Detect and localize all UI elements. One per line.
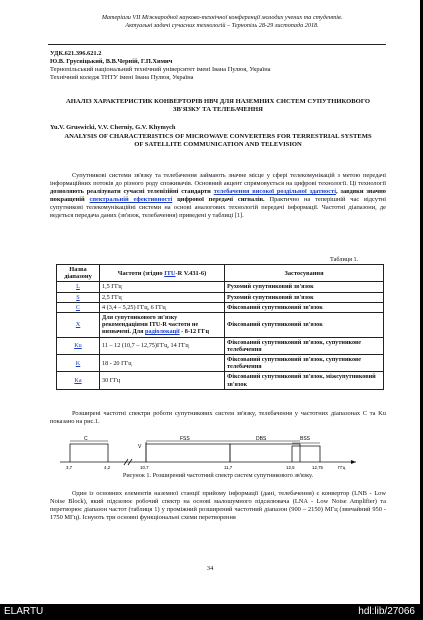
footer-left-label: ELARTU (4, 606, 44, 617)
freq-cell: Для супутникового зв'язку рекомендаціями ITU-R частоти не визначені. Для радіолокації - 8-12 ГГц (100, 313, 225, 338)
affiliation-2: Технічний коледж ТНТУ імені Івана Пулюя, Україна (50, 74, 194, 81)
use-cell: Фіксований супутниковий зв'язок (225, 302, 384, 312)
table-row (57, 372, 384, 389)
header-frequency: Частоти (згідно ITU-R V.431-6) (100, 265, 225, 282)
affiliation-1: Тернопільський національний технічний університет імені Івана Пулюя, Україна (50, 66, 271, 73)
header-line-2: Актуальні задачі сучасних технологій – Тернопіль 28-29 листопада 2018. (125, 22, 319, 29)
itu-link[interactable]: ITU (164, 269, 176, 277)
dbs-block (230, 444, 300, 462)
tick-label: 3,7 (66, 465, 73, 470)
band-link[interactable]: L (76, 283, 80, 291)
p1-b: дозволяють реалізувати сучасні телевізійні стандарти (50, 188, 214, 196)
tick-label: 11,7 (224, 465, 233, 470)
freq-cell: 1,5 ГГц (100, 282, 225, 292)
table-row (57, 355, 384, 372)
bss-block (292, 446, 320, 462)
article-meta (50, 50, 386, 82)
authors-en: Yu.V. Gruswicki, V.V. Cherniy, G.V. Khymych (50, 124, 176, 131)
figure-caption: Рисунок 1. Розширений частотний спектр систем супутникового зв'язку. (122, 472, 314, 479)
use-cell: Рухомий супутниковий зв'язок (225, 292, 384, 302)
table-row (57, 292, 384, 302)
p1-c: , завдяки значно покращеній (50, 188, 386, 204)
use-cell: Фіксований супутниковий зв'язок (225, 313, 384, 338)
freq-cell: 4 (3,4 – 5,25) ГГц, 6 ГГц (100, 302, 225, 312)
table-row (57, 337, 384, 354)
unit-label: ГГц (338, 465, 346, 470)
fss-block (146, 444, 230, 462)
tick-label: 4,2 (104, 465, 111, 470)
fss-label: FSS (180, 436, 190, 442)
band-link[interactable]: Ku (74, 342, 82, 350)
band-link[interactable]: C (75, 303, 81, 311)
title-en: ANALYSIS OF CHARACTERISTICS OF MICROWAVE CONVERTERS FOR TERRESTRIAL SYSTEMS OF SATELLITE COMMUNICATION AND TELEVISION (64, 133, 372, 148)
authors-ua: Ю.В. Грусвіцький, В.В.Черній, Г.П.Химич (50, 58, 173, 65)
bss-label: BSS (300, 436, 311, 442)
page-number: 34 (206, 565, 214, 572)
title-ua: АНАЛІЗ ХАРАКТЕРИСТИК КОНВЕРТОРІВ НВЧ ДЛЯ НАЗЕМНИХ СИСТЕМ СУПУТНИКОВОГО ЗВ'ЯЗКУ ТА ТЕЛЕБАЧЕННЯ (66, 98, 370, 113)
band-link[interactable]: K (75, 359, 81, 367)
band-link[interactable]: S (76, 293, 80, 301)
tick-label: 10,7 (140, 465, 149, 470)
freq-cell: 30 ГГц (100, 372, 225, 389)
band-link[interactable]: X (75, 321, 81, 329)
paragraph-spectra: Розширені частотні спектри роботи супутникових систем зв'язку, телебачення у частотних діапазонах С та Ku показано на рис.1. (50, 410, 386, 426)
header-band: Назва діапазону (57, 265, 100, 282)
radiolocation-link[interactable]: радіолокації (145, 328, 180, 336)
p1-a: Супутникові системи зв'язку та телебачення займають значне місце у сфері телекомунікацій з метою передачі інформаційних потоків до різного роду споживачів. Основний акцент спрямовується на цифрові технології. Ці технології (50, 172, 386, 188)
use-cell: Фіксований супутниковий зв'язок, міжсупутниковий зв'язок (225, 372, 384, 389)
table-row (57, 302, 384, 312)
v-label: V (138, 444, 142, 450)
c-band-block (70, 444, 108, 462)
paragraph-intro (50, 172, 386, 221)
frequency-bands-table (56, 264, 384, 390)
p1-d: цифрової передачі сигналів. (172, 196, 265, 204)
hdtv-link[interactable]: телебачення високої роздільної здатності (213, 188, 336, 196)
use-cell: Фіксований супутниковий зв'язок, супутникове телебачення (225, 337, 384, 354)
axis-arrow (351, 460, 356, 464)
band-link[interactable]: Ka (74, 377, 82, 385)
freq-cell: 2,5 ГГц (100, 292, 225, 302)
frequency-spectrum-diagram (60, 436, 360, 470)
header-rule (48, 44, 386, 45)
header-application: Застосування (225, 265, 384, 282)
p1-e: Практично на теперішній час відсутні супутникові телекомунікаційні системи на основі аналогових технологій передачі інформації. Частотні діапазони, де ведеться передача даних (зв'язок, телебачення) приведені у таблиці [1]. (50, 196, 386, 220)
conference-header (52, 14, 392, 30)
tick-label: 12,5 (286, 465, 295, 470)
table-row (57, 313, 384, 338)
c-band-label: C (84, 436, 88, 442)
table-row (57, 282, 384, 292)
table-caption: Таблиця 1. (330, 256, 359, 263)
tick-label: 12,75 (312, 465, 323, 470)
udc-code: УДК.621.396.621.2 (50, 50, 102, 57)
dbs-label: DBS (256, 436, 267, 442)
paragraph-lnb: Один із основних елементів наземної станції прийому інформації (дані, телебачення) є конвертор (LNB - Low Noise Block), який підсилює робочий спектр на основі малошумного підсилювача (LNA - Low Noise Amplifier) та перетворює діапазон частот (таблиця 1) у проміжний розширений частотний діапазон (900 – 2150) МГц (звичайний 950 - 1750 МГц). Існують три основні функціональні схеми перетворення (50, 490, 386, 522)
use-cell: Фіксований супутниковий зв'язок, супутникове телебачення (225, 355, 384, 372)
footer-handle-label: hdl:lib/27066 (358, 606, 415, 617)
spectral-efficiency-link[interactable]: спектральній ефективності (89, 196, 173, 204)
use-cell: Рухомий супутниковий зв'язок (225, 282, 384, 292)
table-header-row (57, 265, 384, 282)
freq-cell: 11 – 12 (10,7 – 12,75)ГГц, 14 ГГц (100, 337, 225, 354)
header-line-1: Матеріали VII Міжнародної науково-технічної конференції молодих учених та студентів. (101, 14, 343, 21)
freq-cell: 18 - 20 ГГц (100, 355, 225, 372)
